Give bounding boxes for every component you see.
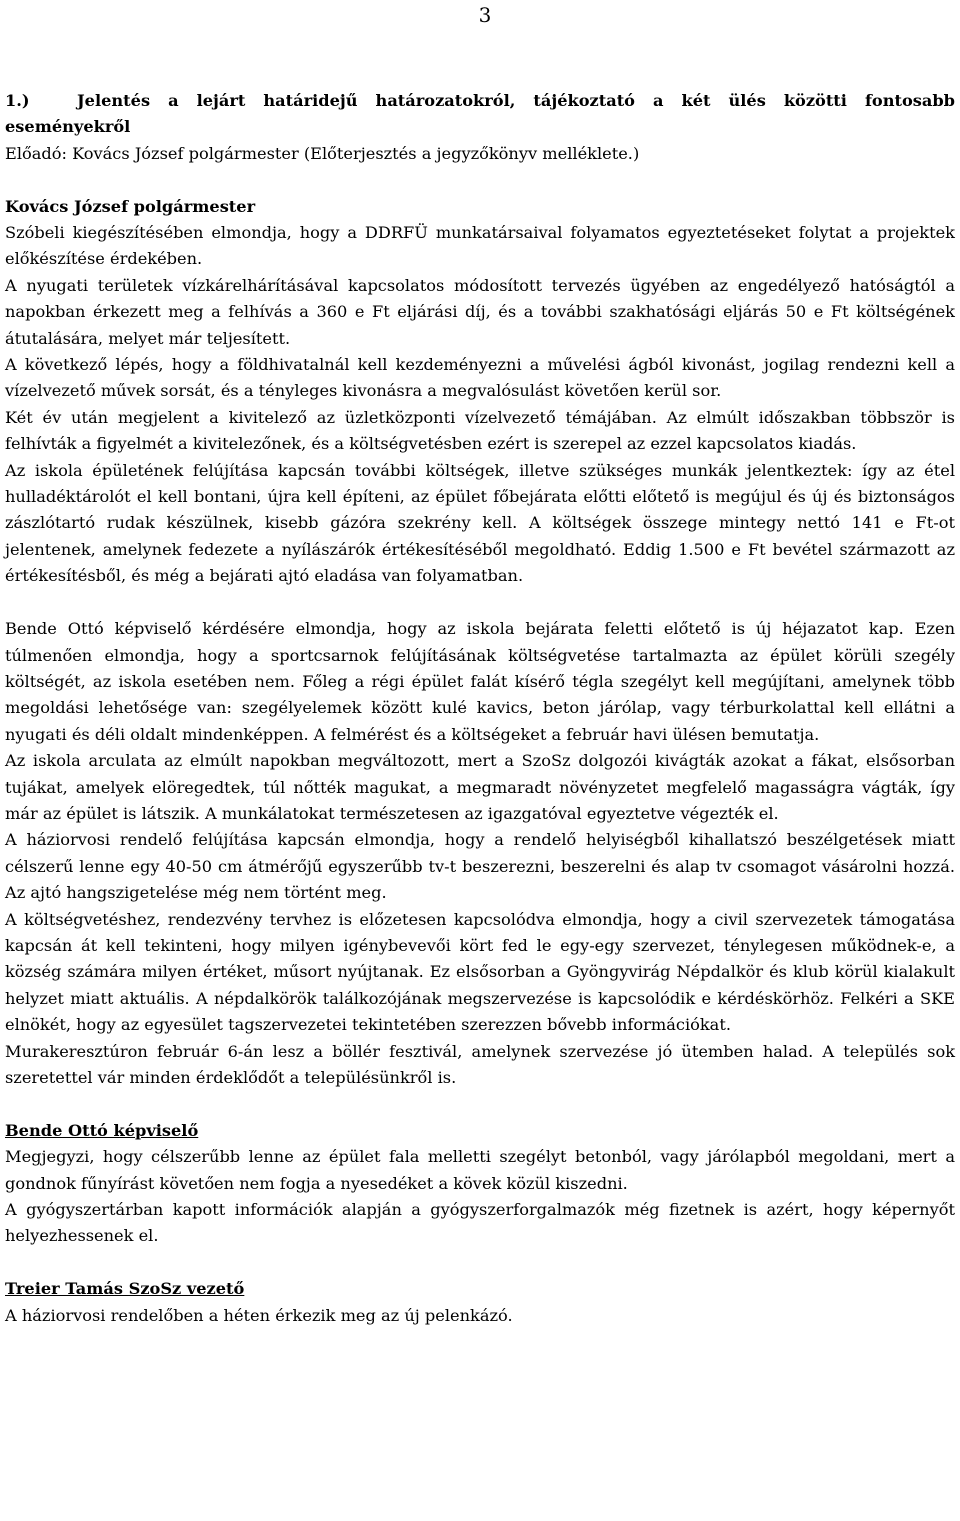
agenda-item-title [5, 88, 955, 141]
paragraph: Szóbeli kiegészítésében elmondja, hogy a DDRFÜ munkatársaival folyamatos egyeztetéseket folytat a projektek előkészítése érdekében. [5, 223, 955, 269]
document-body [5, 88, 955, 1329]
paragraph: A gyógyszertárban kapott információk alapján a gyógyszerforgalmazók még fizetnek is azért, hogy képernyőt helyezhessenek el. [5, 1200, 955, 1246]
paragraph: Két év után megjelent a kivitelező az üzletközponti vízelvezető témájában. Az elmúlt időszakban többször is felhívták a figyelmét a kivitelezőnek, és a költségvetésben ezért is szerepel az ezzel kapcsolatos kiadás. [5, 407, 955, 454]
paragraph: Murakeresztúron február 6-án lesz a böllér fesztivál, amelynek szervezése jó ütemben halad. A település sok szeretettel vár minden érdeklődőt a településünkről is. [5, 1041, 955, 1087]
paragraph: Megjegyzi, hogy célszerűbb lenne az épület fala melletti szegélyt betonból, vagy járólapból megoldani, mert a gondnok fűnyírást követően nem fogja a nyesedéket a kövek közül kiszedni. [5, 1147, 955, 1193]
paragraph: A nyugati területek vízkárelhárításával kapcsolatos módosított tervezés ügyében az engedélyező hatóságtól a napokban érkezett meg a felhívás a 360 e Ft eljárási díj, és a további szakhatósági eljárás 50 e Ft költségének átutalására, melyet már teljesített. [5, 275, 955, 348]
paragraph: Az iskola arculata az elmúlt napokban megváltozott, mert a SzoSz dolgozói kivágták azokat a fákat, elsősorban tujákat, amelyek elöregedtek, túl nőtték magukat, a megmaradt növényzetet megfelelő magasságra vágták, így már az épület is látszik. A munkálatokat természetesen az igazgatóval egyeztetve végezték el. [5, 751, 955, 823]
agenda-item-title-text: Jelentés a lejárt határidejű határozatokról, tájékoztató a két ülés közötti fontosabb eseményekről [5, 91, 955, 137]
speaker-heading: Treier Tamás SzoSz vezető [5, 1279, 245, 1299]
paragraph: A háziorvosi rendelő felújítása kapcsán elmondja, hogy a rendelő helyiségből kihallatszó beszélgetések miatt célszerű lenne egy 40-50 cm átmérőjű egyszerűbb tv-t beszerezni, beszerelni és alap tv csomagot vásárolni hozzá. Az ajtó hangszigetelése még nem történt meg. [5, 830, 955, 903]
document-page [5, 0, 955, 1521]
agenda-presenter: Előadó: Kovács József polgármester (Előterjesztés a jegyzőkönyv melléklete.) [5, 143, 640, 163]
paragraph: Bende Ottó képviselő kérdésére elmondja, hogy az iskola bejárata feletti előtető is új héjazatot kap. Ezen túlmenően elmondja, hogy a sportcsarnok felújításának költségvetése tartalmazta az épület körüli szegély költségét, az iskola esetében nem. Főleg a régi épület falát kísérő tégla szegélyt kell megújítani, amelynek több megoldási lehetősége van: szegélyelemek között kulé kavics, beton járólap, vagy térburkolattal kell ellátni a nyugati és déli oldalt mindenképpen. A felmérést és a költségeket a február havi ülésen bemutatja. [5, 619, 955, 744]
paragraph: Az iskola épületének felújítása kapcsán további költségek, illetve szükséges munkák jelentkeztek: így az étel hulladéktárolót el kell bontani, újra kell építeni, az épület főbejárata előtti előtető is megújul és új és biztonságos zászlótartó rudak készülnek, kisebb gázóra szekrény kell. A költségek összege mintegy nettó 141 e Ft-ot jelentenek, amelynek fedezete a nyílászárók értékesítéséből megoldható. Eddig 1.500 e Ft bevétel származott az értékesítésből, és még a bejárati ajtó eladása van folyamatban. [5, 460, 955, 586]
paragraph: A következő lépés, hogy a földhivatalnál kell kezdeményezni a művelési ágból kivonást, jogilag rendezni kell a vízelvezető művek sorsát, és a tényleges kivonásra a megvalósulást követően kerül sor. [5, 355, 955, 401]
page-number: 3 [478, 3, 492, 27]
speaker-heading: Bende Ottó képviselő [5, 1120, 199, 1140]
paragraph: A költségvetéshez, rendezvény tervhez is előzetesen kapcsolódva elmondja, hogy a civil szervezetek támogatása kapcsán át kell tekinteni, hogy milyen igénybevevői kört fed le egy-egy szervezet, ténylegesen működnek-e, a község számára milyen értéket, műsort nyújtanak. Ez elsősorban a Gyöngyvirág Népdalkör és klub körül kialakult helyzet miatt aktuális. A népdalkörök találkozójának megszervezése is kapcsolódik e kérdéskörhöz. Felkéri a SKE elnökét, hogy az egyesület tagszervezetei tekintetében szerezzen bővebb információkat. [5, 909, 955, 1035]
paragraph: A háziorvosi rendelőben a héten érkezik meg az új pelenkázó. [5, 1305, 513, 1325]
spacer [5, 167, 955, 193]
speaker-heading: Kovács József polgármester [5, 196, 256, 216]
spacer [5, 1091, 955, 1117]
spacer [5, 590, 955, 616]
agenda-item-number: 1.) [5, 91, 30, 110]
spacer [5, 1250, 955, 1276]
